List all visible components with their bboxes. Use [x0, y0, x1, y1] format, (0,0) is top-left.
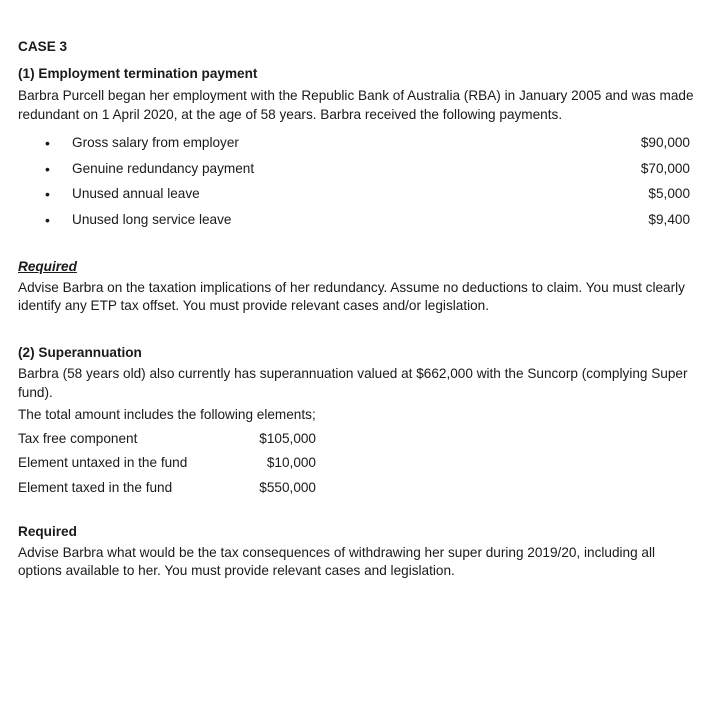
payment-label: Unused long service leave: [72, 211, 232, 227]
element-label: Tax free component: [18, 430, 138, 446]
part1-intro: Barbra Purcell began her employment with the Republic Bank of Australia (RBA) in January 2005 and was made redundant on 1 April 2020, at the age of 58 years. Barbra received the following payments.: [18, 88, 694, 122]
payments-list: [18, 134, 698, 236]
bullet: •: [45, 135, 50, 151]
part1-heading: (1) Employment termination payment: [18, 65, 258, 81]
payment-amount: $5,000: [648, 186, 690, 201]
element-label: Element untaxed in the fund: [18, 455, 188, 470]
elements-table: [18, 430, 698, 504]
payment-item: [18, 185, 698, 211]
payment-item: [18, 211, 698, 237]
payment-amount: $90,000: [640, 135, 690, 150]
payment-label: Unused annual leave: [72, 186, 200, 201]
payment-item: [18, 160, 698, 186]
payment-item: [18, 134, 698, 160]
document-page: [18, 38, 698, 581]
case-title: CASE 3: [18, 39, 68, 54]
part1-required-text: Advise Barbra on the taxation implications of her redundancy. Assume no deductions to claim. You must clearly identify any ETP tax offset. You must provide relevant cases and/or legislation.: [18, 279, 685, 313]
element-row: [18, 479, 698, 504]
bullet: •: [45, 160, 50, 177]
element-row: [18, 454, 698, 479]
payment-amount: $70,000: [640, 160, 690, 176]
bullet: •: [45, 211, 50, 228]
part2-required-text: Advise Barbra what would be the tax consequences of withdrawing her super during 2019/20, including all options available to her. You must provide relevant cases and legislation.: [18, 544, 656, 578]
element-amount: $105,000: [259, 430, 316, 446]
part2-required-heading: Required: [18, 524, 77, 539]
element-row: [18, 430, 698, 455]
payment-label: Genuine redundancy payment: [72, 160, 255, 176]
element-amount: $550,000: [259, 479, 316, 495]
bullet: •: [45, 186, 50, 202]
payment-amount: $9,400: [648, 211, 690, 227]
elements-intro: The total amount includes the following elements;: [18, 407, 316, 422]
part2-heading: (2) Superannuation: [18, 344, 142, 360]
part2-intro: Barbra (58 years old) also currently has superannuation valued at $662,000 with the Suncorp (complying Super fund).: [18, 366, 688, 400]
element-label: Element taxed in the fund: [18, 479, 173, 495]
element-amount: $10,000: [266, 455, 316, 470]
payment-label: Gross salary from employer: [72, 135, 239, 150]
part1-required-heading: Required: [18, 259, 77, 274]
